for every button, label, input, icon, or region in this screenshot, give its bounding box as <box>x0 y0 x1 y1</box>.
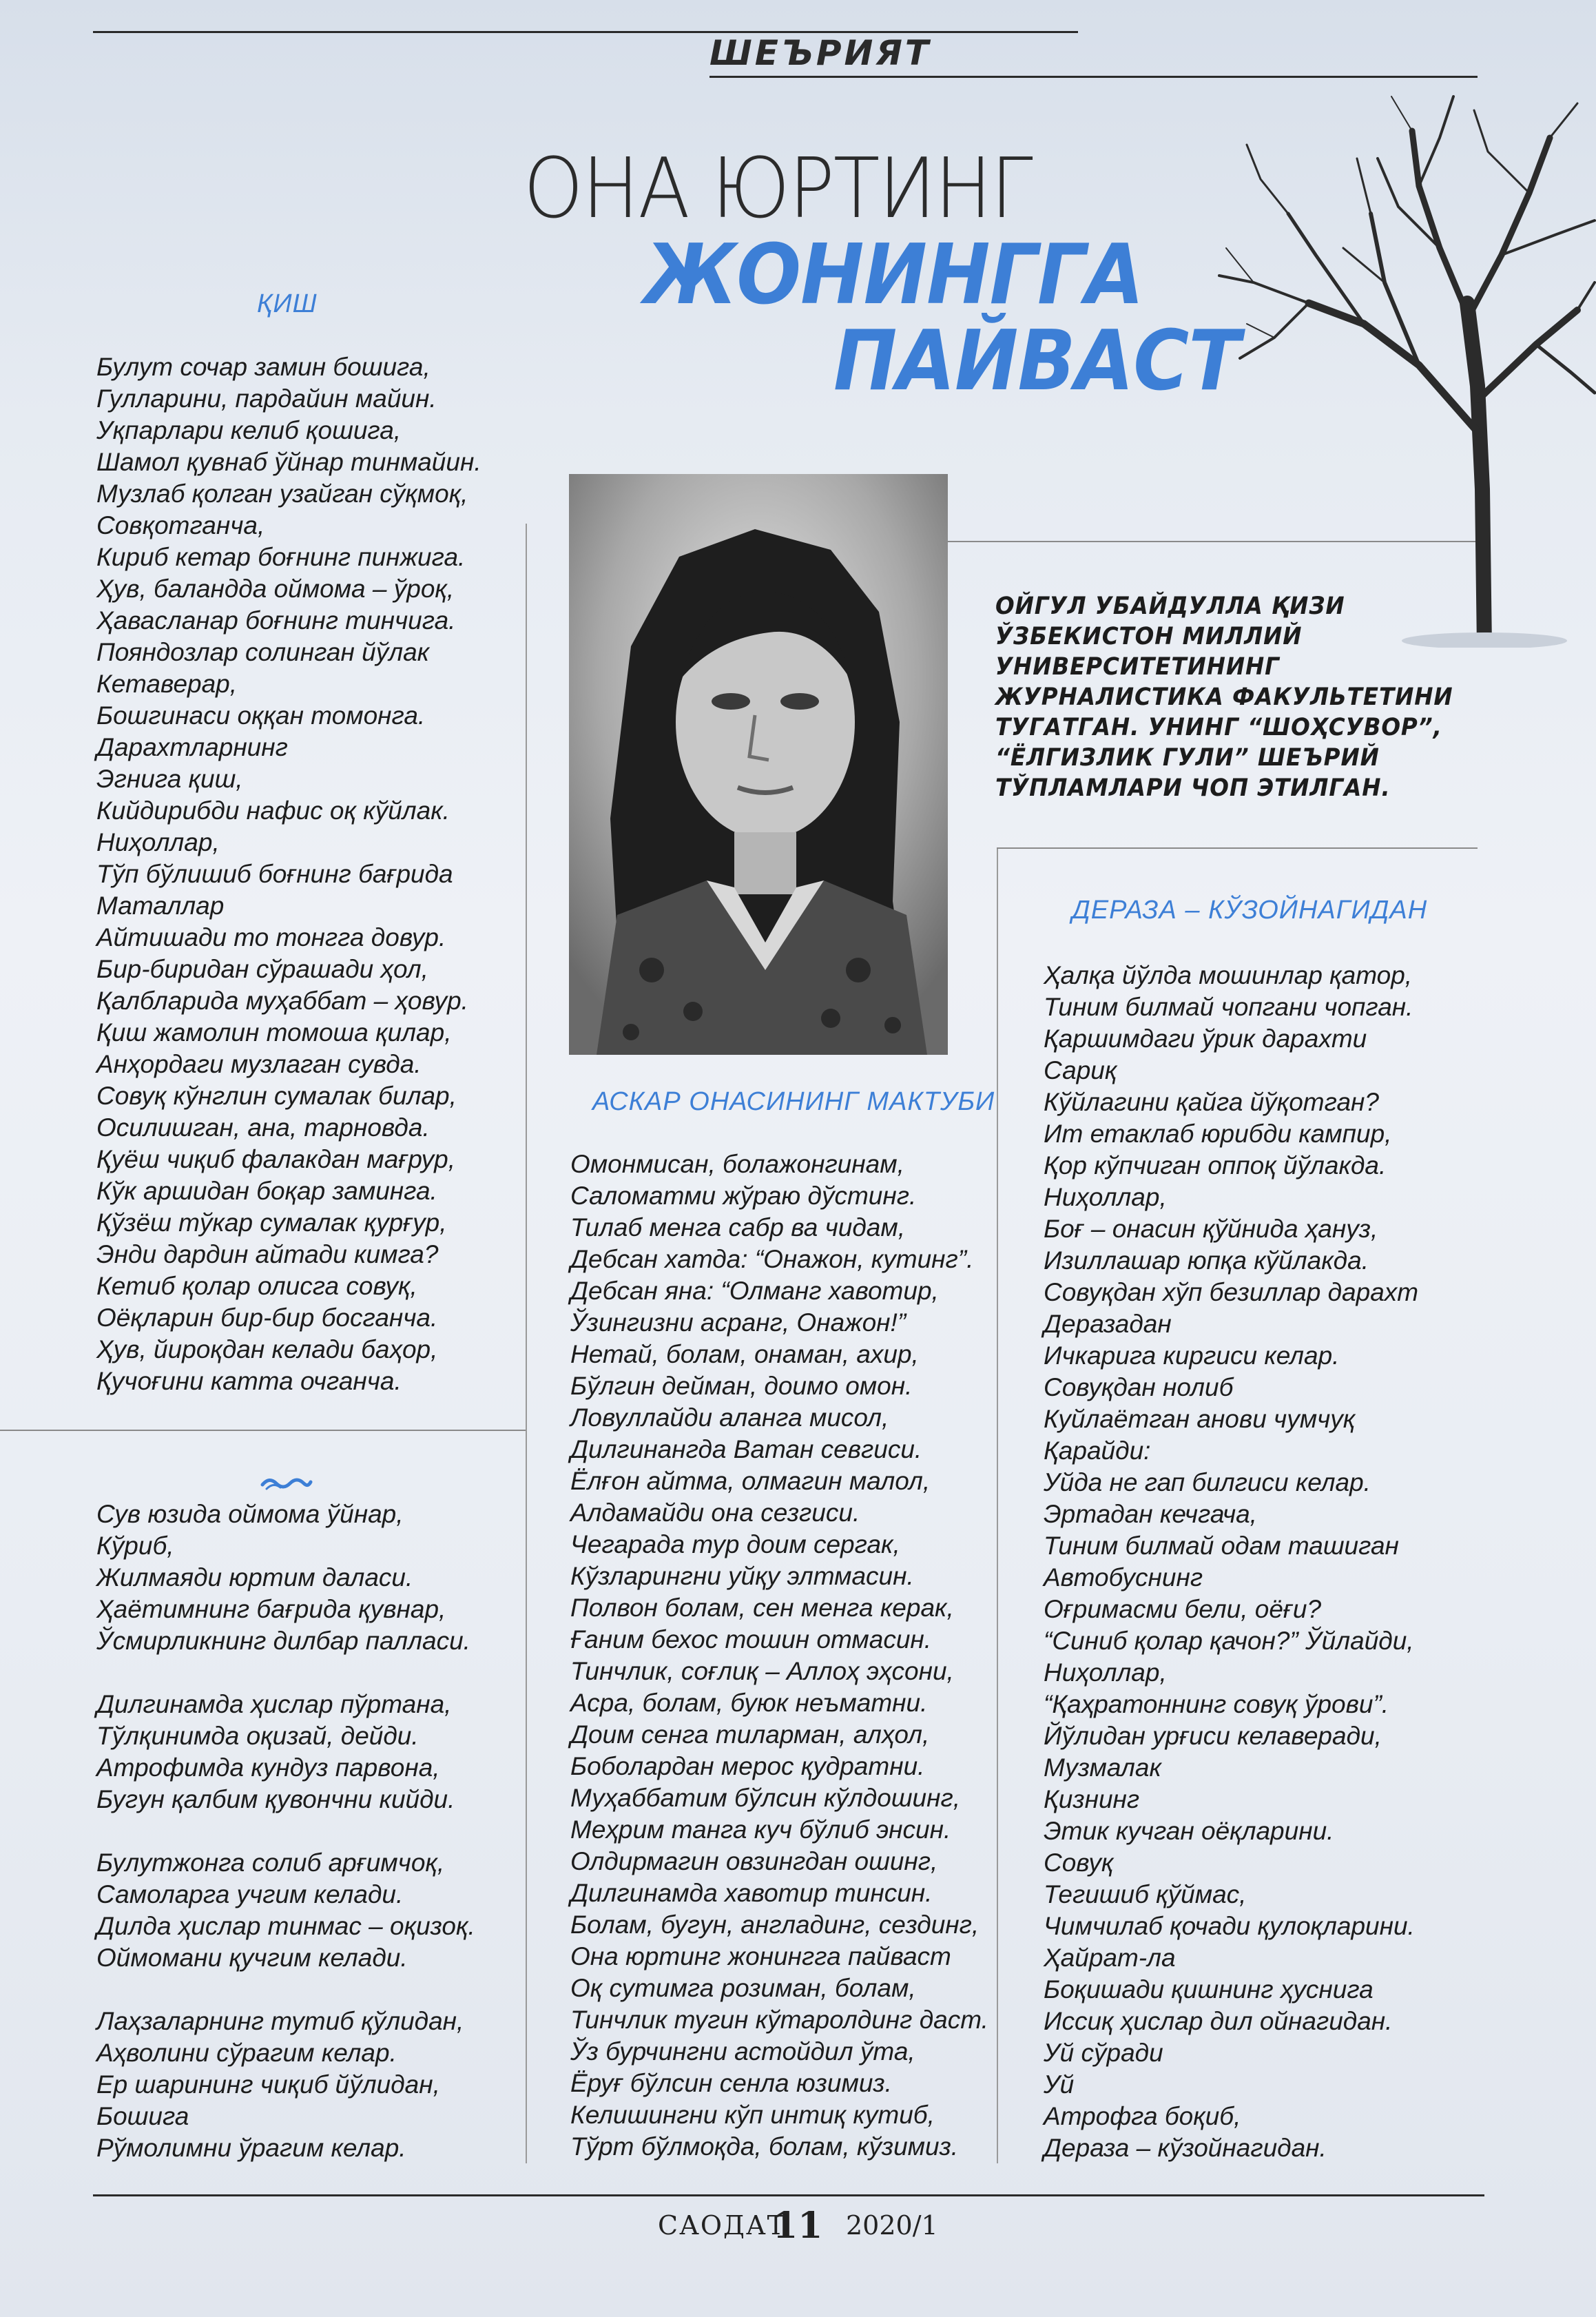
poem-line: Дебсан яна: “Олманг хавотир, <box>570 1277 939 1305</box>
bio-line: ТЎПЛАМЛАРИ ЧОП ЭТИЛГАН. <box>995 774 1391 802</box>
poem-line: Совуқдан нолиб <box>1044 1373 1234 1401</box>
poem-line: Боғ – онасин қўйнида ҳануз, <box>1044 1215 1378 1243</box>
magazine-name: САОДАТ <box>658 2210 787 2241</box>
poem-line: Куйлаётган анови чумчуқ <box>1044 1405 1356 1433</box>
poem-line: Дераза – кўзойнагидан. <box>1044 2134 1327 2162</box>
poem-line: Самоларга учгим келади. <box>96 1880 404 1908</box>
poem-line: Дебсан хатда: “Онажон, кутинг”. <box>570 1245 974 1273</box>
poem-line: Уқпарлари келиб қошига, <box>96 416 402 444</box>
poem-line: Ниҳоллар, <box>96 828 220 856</box>
poem-line: Оғримасми бели, оёғи? <box>1044 1595 1322 1623</box>
poem-heading-kish: ҚИШ <box>257 289 318 318</box>
title-line-3: ПАЙВАСТ <box>833 313 1240 409</box>
poem-line: Омонмисан, болажонгинам, <box>570 1150 904 1178</box>
bio-line: УНИВЕРСИТЕТИНИНГ <box>995 653 1280 681</box>
poem-line: Тиним билмай одам ташиган <box>1044 1532 1399 1560</box>
poem-line: Изиллашар юпқа кўйлакда. <box>1044 1246 1369 1275</box>
poem-line: Ўсмирликнинг дилбар палласи. <box>96 1627 470 1655</box>
poem-line: Аҳволини сўрагим келар. <box>96 2039 397 2067</box>
poem-line: Кетиб қолар олисга совуқ, <box>96 1272 417 1300</box>
poem-line: Ҳалқа йўлда мошинлар қатор, <box>1044 961 1413 989</box>
poem-line: Совқотганча, <box>96 511 265 539</box>
poem-untitled <box>96 1499 475 2164</box>
poem-line: Эртадан кечгача, <box>1044 1500 1257 1528</box>
poem-line: Ит етаклаб юрибди кампир, <box>1044 1120 1392 1148</box>
left-column-separator <box>0 1430 526 1431</box>
poem-line: Ёлғон айтма, олмагин малол, <box>570 1467 931 1495</box>
poem-line: Гулларини, пардайин майин. <box>96 384 437 413</box>
poem-line: Деразадан <box>1044 1310 1172 1338</box>
poem-line: Ўз бурчингни астойдил ўта, <box>570 2037 915 2066</box>
poem-line: Тинчлик, соғлиқ – Аллоҳ эҳсони, <box>570 1657 954 1685</box>
poem-line: Полвон болам, сен менга керак, <box>570 1594 954 1622</box>
poem-line: Осилишган, ана, тарновда. <box>96 1113 430 1142</box>
column-divider-left <box>526 524 527 2163</box>
poem-kish <box>96 351 481 1397</box>
poem-line: Ниҳоллар, <box>1044 1183 1167 1211</box>
poem-line: Тўп бўлишиб боғнинг бағрида <box>96 860 453 888</box>
poem-line: Қўзёш тўкар сумалак қурғур, <box>96 1208 447 1237</box>
poem-line: Ёруғ бўлсин сенла юзимиз. <box>570 2069 892 2097</box>
poem-line: Энди дардин айтади кимга? <box>96 1240 439 1268</box>
poem-line: Чимчилаб қочади қулоқларини. <box>1044 1912 1415 1940</box>
column-rule-right <box>997 847 1478 849</box>
poem-line: Кетаверар, <box>96 670 238 698</box>
poem-line: Йўлидан урғиси келаверади, <box>1044 1722 1382 1750</box>
poem-line: Анҳордаги музлаган сувда. <box>96 1050 422 1078</box>
poem-line: Кийдирибди нафис оқ кўйлак. <box>96 796 450 825</box>
poem-line: Дарахтларнинг <box>96 733 288 761</box>
poem-line: Кўриб, <box>96 1532 174 1560</box>
bio-line: ОЙГУЛ УБАЙДУЛЛА ҚИЗИ <box>995 593 1345 620</box>
poem-line: Боболардан мерос қудратни. <box>570 1752 925 1780</box>
poem-line: Дилгинангда Ватан севгиси. <box>570 1435 922 1463</box>
poem-line: Бўлгин дейман, доимо омон. <box>570 1372 913 1400</box>
poem-line: Оёқларин бир-бир босганча. <box>96 1304 438 1332</box>
poem-line: Рўмолимни ўрагим келар. <box>96 2134 406 2162</box>
poem-line: Дилгинамда ҳислар пўртана, <box>96 1690 452 1718</box>
poem-line: Музлаб қолган узайган сўқмоқ, <box>96 480 468 508</box>
poem-line: Ниҳоллар, <box>1044 1658 1167 1687</box>
stanza-gap <box>96 1974 475 2006</box>
poem-line: Ҳув, йироқдан келади баҳор, <box>96 1335 438 1363</box>
poem-line: Асра, болам, буюк неъматни. <box>570 1689 928 1717</box>
author-bio <box>995 591 1453 803</box>
poem-line: Бошгинаси оққан томонга. <box>96 701 426 730</box>
poem-line: Боқишади қишнинг ҳуснига <box>1044 1975 1374 2004</box>
poem-line: Келишингни кўп интиқ кутиб, <box>570 2101 935 2129</box>
bio-line: ЖУРНАЛИСТИКА ФАКУЛЬТЕТИНИ <box>995 683 1453 711</box>
poem-line: Ичкарига киргиси келар. <box>1044 1341 1340 1370</box>
poem-line: Ер шарининг чиқиб йўлидан, <box>96 2070 440 2099</box>
issue-number: 2020/1 <box>846 2210 938 2241</box>
poem-line: Совуқ кўнглин сумалак билар, <box>96 1082 457 1110</box>
page-number: 11 <box>773 2205 823 2247</box>
poem-line: Нетай, болам, онаман, ахир, <box>570 1340 919 1368</box>
poem-line: Ловуллайди аланга мисол, <box>570 1403 889 1432</box>
poem-line: Сув юзида оймома ўйнар, <box>96 1500 404 1528</box>
poem-line: Кўк аршидан боқар заминга. <box>96 1177 437 1205</box>
poem-line: Тинчлик тугин кўтаролдинг даст. <box>570 2006 988 2034</box>
poem-line: Алдамайди она сезгиси. <box>570 1499 860 1527</box>
poem-line: Саломатми жўраю дўстинг. <box>570 1182 917 1210</box>
poem-line: Кўзларингни уйқу элтмасин. <box>570 1562 914 1590</box>
poem-line: Пояндозлар солинган йўлак <box>96 638 430 666</box>
poem-line: Қучоғини катта очганча. <box>96 1367 402 1395</box>
poem-line: Уй сўради <box>1044 2039 1163 2067</box>
poem-line: Қуёш чиқиб фалакдан мағрур, <box>96 1145 456 1173</box>
poem-line: Булутжонга солиб арғимчоқ, <box>96 1849 445 1877</box>
poem-line: Ўзингизни асранг, Онажон!” <box>570 1308 906 1337</box>
poem-line: Атрофга боқиб, <box>1044 2102 1241 2130</box>
poem-line: Тегишиб қўймас, <box>1044 1880 1247 1908</box>
poem-line: Эгнига қиш, <box>96 765 243 793</box>
column-divider-right <box>997 847 998 2163</box>
stanza-gap <box>96 1657 475 1689</box>
poem-line: Совуқдан хўп безиллар дарахт <box>1044 1278 1419 1306</box>
poem-line: Дилгинамда хавотир тинсин. <box>570 1879 933 1907</box>
poem-line: Қарайди: <box>1044 1436 1151 1465</box>
poem-line: Муҳаббатим бўлсин кўлдошинг, <box>570 1784 961 1812</box>
poem-line: Тўрт бўлмоқда, болам, кўзимиз. <box>570 2132 959 2161</box>
poem-line: Она юртинг жонингга пайваст <box>570 1942 951 1970</box>
poem-line: Айтишади то тонгга довур. <box>96 923 446 951</box>
stanza-gap <box>96 1815 475 1847</box>
poem-line: Қалбларида муҳаббат – ҳовур. <box>96 987 468 1015</box>
poem-line: Олдирмагин овзингдан ошинг, <box>570 1847 938 1875</box>
poem-line: Совуқ <box>1044 1849 1114 1877</box>
poem-line: Бир-биридан сўрашади ҳол, <box>96 955 428 983</box>
poem-line: Оқ сутимга розиман, болам, <box>570 1974 916 2002</box>
poem-line: Ҳавасланар боғнинг тинчига. <box>96 606 456 635</box>
poem-line: Тилаб менга сабр ва чидам, <box>570 1213 905 1242</box>
poem-line: Чегарада тур доим сергак, <box>570 1530 900 1558</box>
title-line-2: ЖОНИНГГА <box>644 227 1143 323</box>
page-footer <box>0 2205 1596 2253</box>
poem-line: Қор кўпчиган оппоқ йўлакда. <box>1044 1151 1387 1180</box>
poem-line: Лаҳзаларнинг тутиб қўлидан, <box>96 2007 464 2035</box>
poem-line: Тиним билмай чопгани чопган. <box>1044 993 1413 1021</box>
poem-deraza <box>1044 960 1418 2164</box>
poem-line: Шамол қувнаб ўйнар тинмайин. <box>96 448 481 476</box>
poem-line: Ҳайрат-ла <box>1044 1944 1176 1972</box>
poem-line: Ҳув, баландда оймома – ўроқ, <box>96 575 455 603</box>
poem-line: Дилда ҳислар тинмас – оқизоқ. <box>96 1912 475 1940</box>
poem-line: Тўлқинимда оқизай, дейди. <box>96 1722 419 1750</box>
wave-ornament-icon <box>260 1475 313 1492</box>
poem-line: Булут сочар замин бошига, <box>96 353 431 381</box>
poem-line: Қиш жамолин томоша қилар, <box>96 1018 452 1047</box>
poem-askar <box>570 1149 988 2163</box>
author-portrait <box>569 474 948 1055</box>
poem-line: Атрофимда кундуз парвона, <box>96 1753 440 1782</box>
poem-line: Оймомани қучгим келади. <box>96 1944 408 1972</box>
bio-line: ТУГАТГАН. УНИНГ “ШОҲСУВОР”, <box>995 714 1442 741</box>
bio-line: “ЁЛГИЗЛИК ГУЛИ” ШЕЪРИЙ <box>995 744 1380 772</box>
poem-line: Кириб кетар боғнинг пинжига. <box>96 543 466 571</box>
poem-line: Уйда не гап билгиси келар. <box>1044 1468 1371 1496</box>
poem-line: Жилмаяди юртим даласи. <box>96 1563 413 1592</box>
poem-line: Музмалак <box>1044 1753 1161 1782</box>
poem-line: Бошига <box>96 2102 189 2130</box>
poem-line: Сариқ <box>1044 1056 1117 1084</box>
poem-heading-deraza: ДЕРАЗА – КЎЗОЙНАГИДАН <box>1072 896 1428 925</box>
poem-line: Автобуснинг <box>1044 1563 1203 1592</box>
poem-line: Уй <box>1044 2070 1075 2099</box>
poem-line: “Синиб қолар қачон?” Ўйлайди, <box>1044 1627 1414 1655</box>
poem-line: Маталлар <box>96 892 225 920</box>
poem-line: Ғаним бехос тошин отмасин. <box>570 1625 932 1654</box>
poem-line: Иссиқ ҳислар дил ойнагидан. <box>1044 2007 1393 2035</box>
portrait-drawing <box>569 474 948 1055</box>
poem-line: Бугун қалбим қувончни кийди. <box>96 1785 455 1813</box>
poem-line: Болам, бугун, англадинг, сездинг, <box>570 1911 980 1939</box>
poem-line: Қаршимдаги ўрик дарахти <box>1044 1024 1367 1053</box>
section-label: ШЕЪРИЯТ <box>709 33 931 73</box>
title-line-1: ОНА ЮРТИНГ <box>524 141 1032 237</box>
poem-line: Этик кучган оёқларини. <box>1044 1817 1334 1845</box>
poem-line: Ҳаётимнинг бағрида қувнар, <box>96 1595 446 1623</box>
bio-line: ЎЗБЕКИСТОН МИЛЛИЙ <box>995 623 1303 650</box>
poem-line: Қизнинг <box>1044 1785 1140 1813</box>
poem-line: Кўйлагини қайга йўқотган? <box>1044 1088 1379 1116</box>
poem-line: Доим сенга тиларман, алҳол, <box>570 1720 930 1749</box>
bottom-rule <box>93 2194 1484 2196</box>
poem-heading-askar: АСКАР ОНАСИНИНГ МАКТУБИ <box>592 1087 995 1116</box>
poem-line: “Қаҳратоннинг совуқ ўрови”. <box>1044 1690 1389 1718</box>
tree-illustration <box>1212 76 1596 648</box>
poem-line: Меҳрим танга куч бўлиб энсин. <box>570 1815 951 1844</box>
